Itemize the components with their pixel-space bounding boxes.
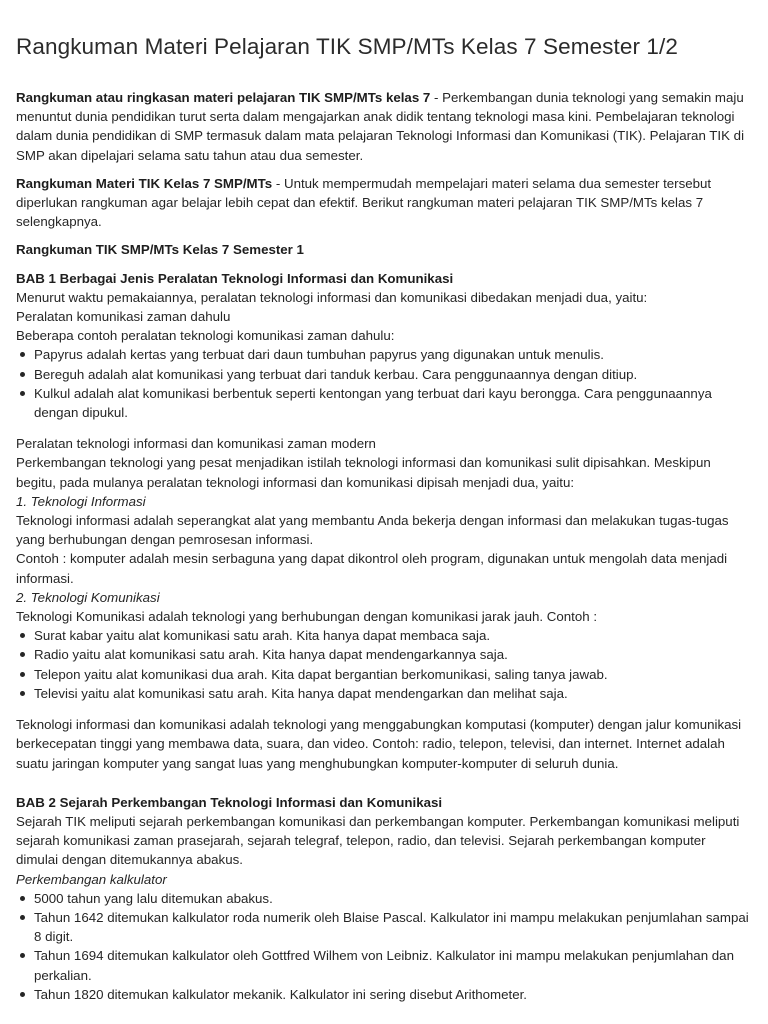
intro-1-bold: Rangkuman atau ringkasan materi pelajaran TIK SMP/MTs kelas 7 bbox=[16, 90, 431, 105]
tk-text: Teknologi Komunikasi adalah teknologi yang berhubungan dengan komunikasi jarak jauh. Contoh : bbox=[16, 609, 598, 625]
bab1-line-1: Menurut waktu pemakaiannya, peralatan teknologi informasi dan komunikasi dibedakan menjadi dua, yaitu: bbox=[16, 289, 648, 305]
tk-examples-list bbox=[16, 626, 750, 703]
list-item: Bereguh adalah alat komunikasi yang terbuat dari tanduk kerbau. Cara penggunaannya dengan ditiup. bbox=[16, 365, 750, 384]
ti-example: Contoh : komputer adalah mesin serbaguna yang dapat dikontrol oleh program, digunakan untuk mengolah data menjadi informasi. bbox=[16, 551, 728, 586]
intro-paragraph-2 bbox=[16, 174, 750, 232]
bab1-heading: BAB 1 Berbagai Jenis Peralatan Teknologi Informasi dan Komunikasi bbox=[16, 270, 454, 286]
intro-2-text: - Untuk mempermudah mempelajari materi selama dua semester tersebut diperlukan rangkuman agar belajar lebih cepat dan efektif. Berikut rangkuman materi pelajaran TIK SMP/MTs kelas 7 selengkapnya. bbox=[16, 175, 712, 230]
bab2-text: Sejarah TIK meliputi sejarah perkembangan komunikasi dan perkembangan komputer. Perkembangan komunikasi meliputi sejarah komunikasi zaman prasejarah, sejarah telegraf, telepon, radio, dan televisi. Sejarah perkembangan komputer dimulai dengan ditemukannya abakus. bbox=[16, 813, 740, 868]
list-item: Tahun 1694 ditemukan kalkulator oleh Gottfred Wilhem von Leibniz. Kalkulator ini mampu melakukan penjumlahan dan perkalian. bbox=[16, 946, 750, 984]
intro-2-bold: Rangkuman Materi TIK Kelas 7 SMP/MTs bbox=[16, 175, 273, 191]
list-item: Kulkul adalah alat komunikasi berbentuk seperti kentongan yang terbuat dari kayu berongga. Cara penggunaannya dengan dipukul. bbox=[16, 384, 750, 422]
page-title: Rangkuman Materi Pelajaran TIK SMP/MTs Kelas 7 Semester 1/2 bbox=[16, 34, 679, 59]
ti-text: Teknologi informasi adalah seperangkat alat yang membantu Anda bekerja dengan informasi dan melakukan tugas-tugas yang berhubungan dengan pemrosesan informasi. bbox=[16, 513, 729, 548]
calc-heading: Perkembangan kalkulator bbox=[16, 871, 167, 887]
old-tools-list bbox=[16, 345, 750, 422]
calc-list bbox=[16, 889, 750, 1004]
intro-paragraph-1 bbox=[16, 88, 750, 165]
tk-heading: 2. Teknologi Komunikasi bbox=[16, 589, 160, 605]
modern-text: Perkembangan teknologi yang pesat menjadikan istilah teknologi informasi dan komunikasi sulit dipisahkan. Meskipun begitu, pada mulanya peralatan teknologi informasi dan komunikasi dipisah menjadi dua, yaitu: bbox=[16, 455, 711, 490]
intro-1-text: - Perkembangan dunia teknologi yang semakin maju menuntut dunia pendidikan turut serta dalam mengajarkan anak didik tentang teknologi masa kini. Pembelajaran teknologi dalam dunia pendidikan di SMP termasuk dalam mata pelajaran Teknologi Informasi dan Komunikasi (TIK). Pelajaran TIK di SMP akan dipelajari selama satu tahun atau dua semester. bbox=[16, 90, 745, 163]
list-item: Tahun 1642 ditemukan kalkulator roda numerik oleh Blaise Pascal. Kalkulator ini mampu melakukan penjumlahan sampai 8 digit. bbox=[16, 908, 750, 946]
article-body bbox=[16, 88, 750, 1004]
bab2-heading: BAB 2 Sejarah Perkembangan Teknologi Informasi dan Komunikasi bbox=[16, 794, 443, 810]
bab1-summary: Teknologi informasi dan komunikasi adalah teknologi yang menggabungkan komputasi (komputer) dengan jalur komunikasi berkecepatan tinggi yang membawa data, suara, dan video. Contoh: radio, telepon, televisi, dan internet. Internet adalah suatu jaringan komputer yang sangat luas yang menghubungkan komputer-komputer di seluruh dunia. bbox=[16, 717, 742, 771]
list-item: Radio yaitu alat komunikasi satu arah. Kita hanya dapat mendengarkannya saja. bbox=[16, 645, 750, 664]
list-item: Papyrus adalah kertas yang terbuat dari daun tumbuhan papyrus yang digunakan untuk menulis. bbox=[16, 345, 750, 364]
ti-heading: 1. Teknologi Informasi bbox=[16, 493, 146, 509]
bab1-line-3: Beberapa contoh peralatan teknologi komunikasi zaman dahulu: bbox=[16, 328, 395, 344]
semester-heading: Rangkuman TIK SMP/MTs Kelas 7 Semester 1 bbox=[16, 242, 304, 258]
list-item: 5000 tahun yang lalu ditemukan abakus. bbox=[16, 889, 750, 908]
bab1-line-2: Peralatan komunikasi zaman dahulu bbox=[16, 309, 231, 325]
list-item: Tahun 1820 ditemukan kalkulator mekanik. Kalkulator ini sering disebut Arithometer. bbox=[16, 985, 750, 1004]
modern-heading: Peralatan teknologi informasi dan komunikasi zaman modern bbox=[16, 436, 376, 452]
list-item: Televisi yaitu alat komunikasi satu arah. Kita hanya dapat mendengarkan dan melihat saja. bbox=[16, 684, 750, 703]
list-item: Surat kabar yaitu alat komunikasi satu arah. Kita hanya dapat membaca saja. bbox=[16, 626, 750, 645]
list-item: Telepon yaitu alat komunikasi dua arah. Kita dapat bergantian berkomunikasi, saling tanya jawab. bbox=[16, 665, 750, 684]
